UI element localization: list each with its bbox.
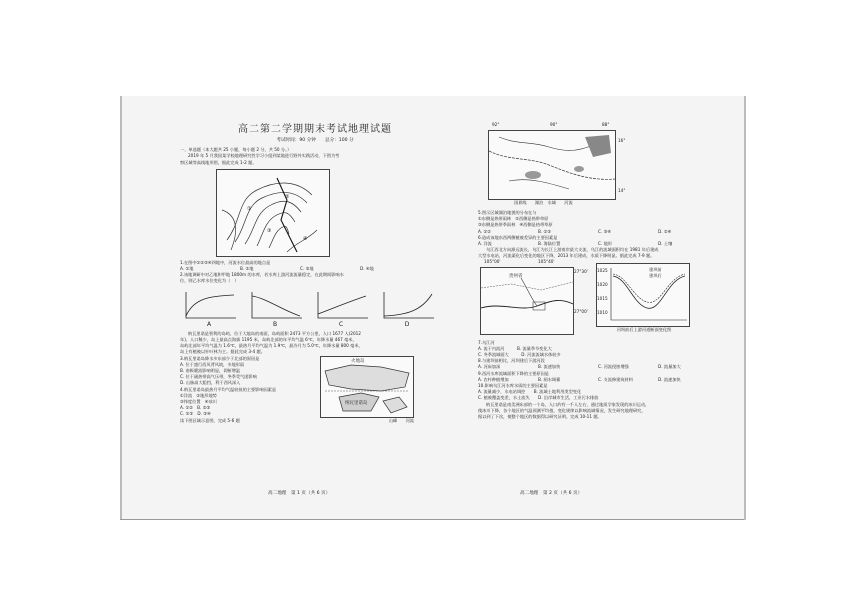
choice: A. ①② [478,228,491,234]
question-9: 9.西河水库流域面积下降的主要原因是 [478,370,549,376]
lon-label: 88° [602,122,610,127]
passage-line: 岛屿北部年平均气温为 1.6℃，最热月平均气温为 1.9℃，最冷月为 5.0℃，年降水量 800 毫米， [180,343,363,349]
passage-line: 使冰川下降，各个地区的气温预测平均值，变化规律以影响流域情况，发生研究地理研究， [478,407,646,413]
central-america-map-block [484,122,626,210]
question-6: 6.造成该地东西两侧植被差异的主要因素是 [478,234,558,240]
question-3: 3.纳瓦里诺岛降水多东部少于北部的原因是 [180,355,260,361]
y-tick: 1015 [597,295,608,301]
option: ①东侧是热带雨林 [478,216,512,222]
y-tick: 1020 [597,281,608,287]
option: C. ③地 [300,266,314,272]
choice: A. 河床加深 [478,364,501,370]
question-7: 7.乌江河 [478,339,495,345]
choice: A. 农村种植增加 [478,376,509,382]
wujiang-map-block [478,258,588,337]
question-2-cont: 位，则乙水库水位变化为（ ） [180,278,239,284]
choice: D. ②④ [658,228,672,234]
option: D. ④地 [360,266,374,272]
option: ①洋流 [180,392,193,398]
legend-item: 建坝后 [649,272,662,278]
passage-line: 据以到了下次，使整个地区的数据得以研究证明。完成 10-11 题。 [478,414,602,420]
legend-item: 建坝前 [649,266,662,272]
q3-q4-block [180,356,450,424]
choice: B. 流速加快 [538,364,561,370]
graph-c-plot [312,288,370,322]
graph-a [180,288,238,328]
cross-section-drawing [597,264,689,326]
option: B. ②地 [240,266,254,272]
intro-line: 察区域等高线地形图，据此完成 1-2 题。 [180,159,257,165]
passage-line: 乌江西北方向源远流长，乌江为长江上游南岸最大支流，乌江的流域面积均在 1981 年后建成 [486,247,659,253]
cross-section-chart-block [596,263,692,337]
graph-b [246,288,304,328]
svg-text:①: ① [247,205,252,212]
graph-label: B [272,320,278,328]
passage-line: 大型水电站，河流渠化后变化的地区下降，2013 年后建成，水质下降明显。据此完成 7-9 题。 [478,253,655,259]
option: D. 沿岸城市生活，工业污水排放 [538,395,599,401]
choice: D. 土壤 [658,241,673,247]
intro-line: 2019 年 5 月我国某学校地理研究性学习小组到某地进行野外实践活动，下图为考 [188,153,340,159]
page-footer: 高二地理 第 2 页（共 6 页） [520,491,583,496]
option: ②地形地势 [196,392,217,398]
page-footer: 高二地理 第 1 页（共 6 页） [268,491,331,496]
choice: B. ②③ [197,405,211,411]
wujiang-figures [478,258,748,337]
choice-row [478,229,748,235]
central-america-drawing [489,131,615,199]
option: C. 植被覆盖变差，水土流失 [478,395,530,401]
passage-line: 纳瓦里诺是南美洲东部的一个岛，人口约有一千人左右，通过地质学家发现的冰川运动， [486,401,650,407]
option: C. 冬季流域面大 [478,352,509,358]
question-1: 1.在图中①②③④四地中，河流水位最高的地点是 [180,259,271,265]
y-tick: 1025 [597,267,608,273]
graph-label: D [404,320,410,328]
island-map-drawing [321,357,413,417]
question-8: 8.与建坝前相比，河坝建后下游河段 [478,358,545,364]
province-label: 贵州省 [509,273,523,279]
option: ④西侧是热带草原 [519,222,553,228]
graph-label: A [206,320,212,328]
option: A. 流量减少，水电站调控 [478,389,526,395]
svg-text:③: ③ [267,227,272,234]
section-heading: 一、单选题（本大题共 25 小题，每小题 2 分，共 50 分。） [180,147,292,153]
option: B. 流量季节变化大 [516,345,552,351]
question-4: 4.纳瓦里诺岛最热月平均气温较低的主要影响因素是 [180,386,277,392]
choice: B. ①③ [538,228,552,234]
choice: D. ③④ [197,411,211,417]
choice: C. 河流侵蚀增强 [598,364,629,370]
option: B. 南极暖流影响明显，切断增温 [180,368,240,374]
choice: D. 流量加大 [658,364,681,370]
option: C. 位于副热带高气压带，冬季受气团影响 [180,374,257,380]
wujiang-drawing [481,268,573,334]
choice: B. 海陆位置 [538,241,561,247]
exam-meta: 考试时间：90 分钟 总分：100 分 [276,138,354,143]
choice: B. 闸水调蓄 [538,376,561,382]
choice: C. ①③ [180,411,194,417]
option: D. 河流流域水体较多 [521,352,561,358]
lat-label: 14° [618,188,626,193]
island-map-block [320,356,414,424]
choice: A. ①② [180,405,193,411]
svg-text:②: ② [285,193,290,200]
lon-label: 105°40' [538,258,555,264]
q3-q4-text [180,356,316,424]
question-2: 2.该地调研中对乙地和甲地 1800m 的水库，若水库上游河流流量稳定，在此期间影响水 [180,272,344,278]
water-level-graphs [180,288,450,328]
chart-caption: 河坝前后上游河道断面变化图 [616,326,672,332]
choice: A. 洋流 [478,241,492,247]
choice: C. 支流修建筑材料 [598,376,633,382]
lon-label: 92° [492,122,500,127]
option: B. 流域土地利用类型变化 [533,389,582,395]
cross-section-chart [596,263,690,327]
graph-d [378,288,436,328]
option: ③纬度位置 [180,399,201,405]
option: A. 位于盛行西风背风坡，多地形雨 [180,361,245,367]
passage-line: 年)，人口稀少，岛上最高点海拔 1195 米，岛屿北部的年平均气温 6℃，年降水量 467 毫米， [180,337,357,343]
lon-label: 105°00' [484,258,501,264]
lat-label: 16° [618,138,626,143]
map-label: 纳瓦里诺岛 [345,400,368,406]
option: ④冰川 [204,399,217,405]
choice: C. 地形 [598,241,612,247]
choice: D. 流速加快 [658,376,681,382]
map-legend: 国界线 湖泊 水域 河流 [514,200,573,205]
central-america-map [488,130,616,200]
choice-row [478,364,748,370]
lat-label: 27°30' [574,268,588,274]
exam-title: 高二第二学期期末考试地理试题 [238,124,392,135]
island-map [320,356,414,418]
y-tick: 1010 [597,309,608,315]
option: ③东侧是热带季雨林 [478,222,516,228]
question-5-intro: 读下图区域示意图，完成 5-6 题 [180,417,240,423]
question-10: 10.影响乌江河水库水质的主要因素是 [478,383,548,389]
lat-label: 27°00' [574,308,588,314]
option: A. 流于内流河 [478,345,505,351]
choice: C. ③④ [598,228,612,234]
exam-page-1 [180,110,450,510]
lon-label: 90° [550,122,558,127]
graph-a-plot [180,288,238,322]
option: ②西侧是热带草原 [515,216,549,222]
option: D. 山脉高大阻挡，利于西风深入 [180,380,241,386]
svg-text:④: ④ [303,235,308,242]
passage-line: 纳瓦里诺是智利的岛屿，位于大地岛的南面，岛屿面积 2473 平方公里，人口 1677 人(2012 [188,330,361,336]
graph-b-plot [246,288,304,322]
map-legend: 山峰 河流 [388,417,414,423]
contour-map [216,169,330,257]
map-label: 火地岛 [351,358,365,364]
exam-page-2 [478,122,748,526]
question-5: 5.图示区域湖泊地貌的分布在与 [478,210,537,215]
graph-d-plot [378,288,436,322]
wujiang-map [480,267,574,335]
option: A. ①地 [180,266,194,272]
graph-c [312,288,370,328]
passage-line: 岛上有植被以针叶林为主。据此完成 3-4 题。 [180,349,265,355]
graph-label: C [338,320,344,328]
contour-lines [217,170,329,256]
